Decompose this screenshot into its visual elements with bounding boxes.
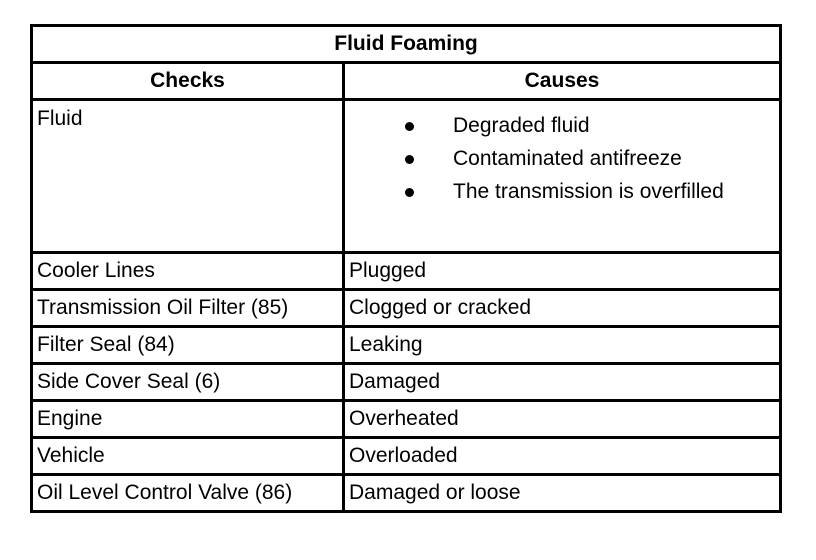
cause-cell: Damaged (344, 364, 781, 401)
cause-cell: Leaking (344, 327, 781, 364)
table-row (32, 100, 781, 253)
fluid-foaming-table (30, 24, 782, 513)
cause-cell: Overloaded (344, 438, 781, 475)
causes-list (349, 111, 775, 210)
check-cell: Oil Level Control Valve (86) (32, 475, 344, 512)
header-causes: Causes (344, 63, 781, 100)
table-row (32, 438, 781, 475)
table-row (32, 253, 781, 290)
table-row (32, 475, 781, 512)
list-item (349, 111, 775, 144)
bullet-icon (405, 155, 414, 164)
check-cell: Vehicle (32, 438, 344, 475)
header-checks: Checks (32, 63, 344, 100)
causes-cell (344, 100, 781, 253)
cause-text: Degraded fluid (453, 114, 590, 137)
cause-cell: Overheated (344, 401, 781, 438)
list-item (349, 144, 775, 177)
check-cell: Engine (32, 401, 344, 438)
check-cell: Cooler Lines (32, 253, 344, 290)
list-item (349, 177, 775, 210)
cause-text: The transmission is overfilled (453, 180, 724, 203)
table-row (32, 364, 781, 401)
table-title: Fluid Foaming (32, 26, 781, 63)
check-cell: Filter Seal (84) (32, 327, 344, 364)
cause-cell: Clogged or cracked (344, 290, 781, 327)
cause-cell: Plugged (344, 253, 781, 290)
bullet-icon (405, 188, 414, 197)
table-row (32, 290, 781, 327)
cause-text: Contaminated antifreeze (453, 147, 682, 170)
check-cell: Transmission Oil Filter (85) (32, 290, 344, 327)
cause-cell: Damaged or loose (344, 475, 781, 512)
table-row (32, 401, 781, 438)
table-row (32, 327, 781, 364)
bullet-icon (405, 122, 414, 131)
check-cell: Fluid (32, 100, 344, 253)
check-cell: Side Cover Seal (6) (32, 364, 344, 401)
